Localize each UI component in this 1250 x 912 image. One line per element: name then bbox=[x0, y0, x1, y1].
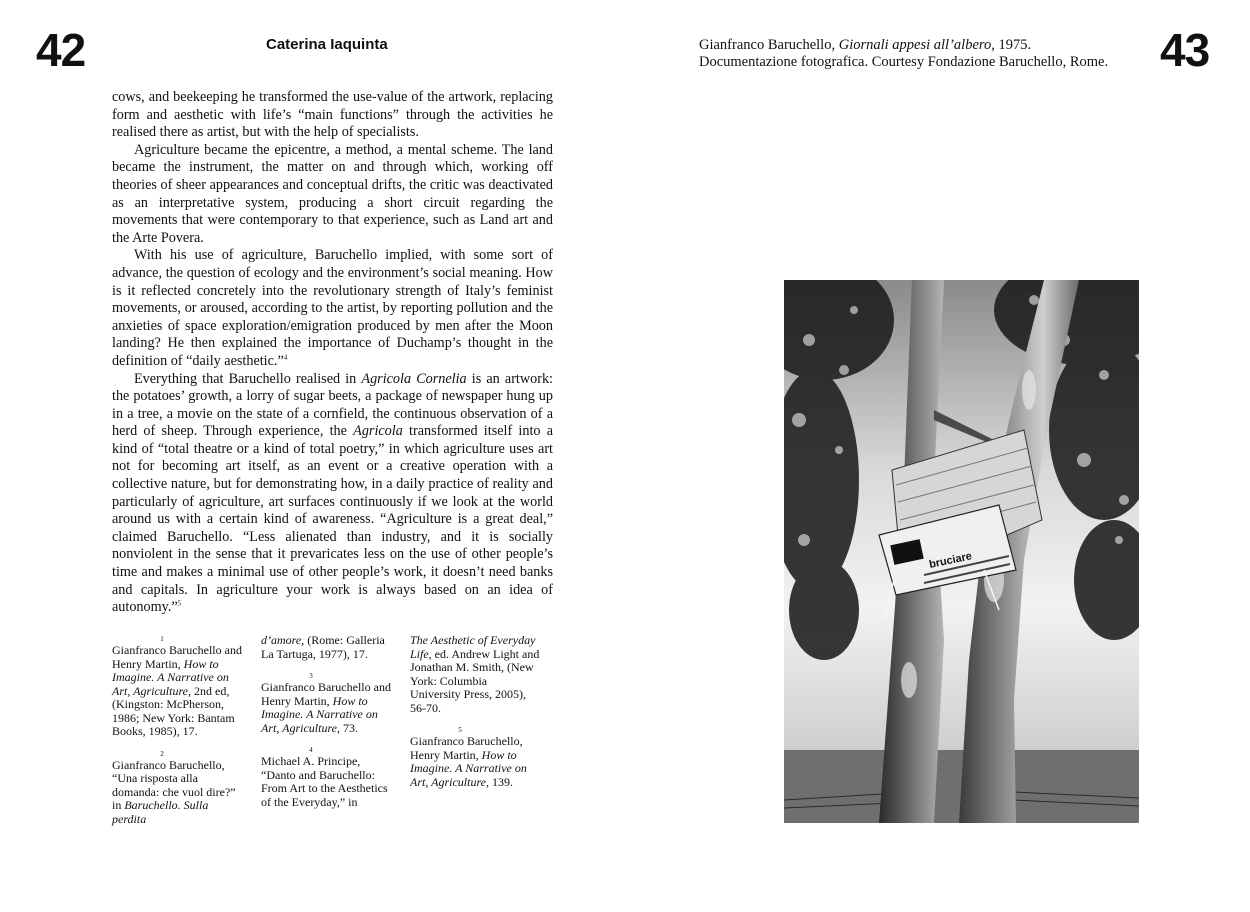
footnote bbox=[410, 634, 540, 715]
text-run: Everything that Baruchello realised in bbox=[134, 370, 362, 387]
photo-caption bbox=[699, 37, 1149, 71]
italic-title: How to Imagine. A Narrative on Art, Agriculture bbox=[261, 693, 378, 735]
footnote-number: 2 bbox=[160, 749, 164, 758]
text-run: Agriculture became the epicentre, a method, a mental scheme. The land became the instrument, the matter on and through which, working off theories of sheer appearances and conceptual drifts, the critic was deactivated as an interpretative system, producing a short circuit regarding the movements that were contemporary to that experience, such as Land art and the Arte Povera. bbox=[112, 141, 553, 246]
text-run: , 1975. bbox=[991, 37, 1032, 53]
running-head-author: Caterina Iaquinta bbox=[266, 36, 388, 53]
italic-title: How to Imagine. A Narrative on Art, Agriculture bbox=[112, 656, 229, 698]
footnote bbox=[261, 671, 391, 735]
caption-line bbox=[699, 37, 1149, 54]
text-run: is an artwork: the potatoes’ growth, a lorry of sugar beets, a package of newspaper hung up in a tree, a movie on the state of a cornfield, the continuous observation of a herd of sheep. Through experience, the bbox=[112, 370, 553, 440]
italic-title: Agricola Cornelia bbox=[361, 370, 467, 387]
text-run: Gianfranco Baruchello and Henry Martin, bbox=[261, 680, 391, 708]
footnotes-column-1 bbox=[112, 634, 242, 836]
italic-title: Giornali appesi all’albero bbox=[838, 37, 992, 53]
photo-newspaper-lettering: bruciare bbox=[928, 550, 974, 571]
footnotes-column-3 bbox=[410, 634, 540, 799]
italic-title: The Aesthetic of Everyday Life bbox=[410, 633, 536, 661]
footnote-text bbox=[261, 634, 391, 661]
italic-title: Agricola bbox=[353, 423, 403, 440]
photograph-newspapers-in-tree bbox=[784, 280, 1139, 823]
footnote-number: 3 bbox=[309, 672, 313, 680]
footnote bbox=[261, 634, 391, 661]
italic-title: d’amore bbox=[261, 633, 302, 647]
footnote bbox=[112, 749, 242, 827]
body-paragraph bbox=[112, 371, 553, 617]
footnote-text bbox=[261, 681, 391, 735]
text-run: Gianfranco Baruchello and Henry Martin, bbox=[112, 643, 242, 671]
text-run: cows, and beekeeping he transformed the use-value of the artwork, replacing form and aesthetic with life’s “main functions” through the activities he realised there as artist, but with the help of specialists. bbox=[112, 89, 553, 141]
footnote-text bbox=[410, 634, 540, 715]
italic-title: Baruchello. Sulla perdita bbox=[112, 798, 209, 826]
text-run: Gianfranco Baruchello, Henry Martin, bbox=[410, 734, 523, 762]
text-run: , 139. bbox=[486, 774, 513, 789]
footnote-ref: 5 bbox=[177, 599, 182, 608]
page-number-right: 43 bbox=[1160, 24, 1210, 76]
footnote-number: 5 bbox=[458, 726, 462, 734]
text-run: Michael A. Principe, “Danto and Baruchello: From Art to the Aesthetics of the Everyday,” in bbox=[261, 754, 388, 809]
text-run: , 2nd ed, (Kingston: McPherson, 1986; New York: Bantam Books, 1985), 17. bbox=[112, 683, 235, 738]
footnote-number: 1 bbox=[160, 635, 164, 643]
text-run: transformed itself into a kind of “total theatre or a kind of total poetry,” in which agriculture uses art not for becoming art itself, as an event or a creative operation with a collective nature, but for demonstrating how, in a daily practice of reality and particularly of agriculture, art surfaces continuously if we look at the world around us with a certain kind of awareness. “Agriculture is a great deal,” claimed Baruchello. “Less alienated than industry, and it is socially nonviolent in the sense that it prevaricates less on the use of other people’s time and makes a minimal use of other people’s work, it doesn’t need banks and capitals. In agriculture your work is always based on an idea of autonomy.” bbox=[112, 423, 553, 616]
text-run: With his use of agriculture, Baruchello implied, with some sort of advance, the question of ecology and the environment’s social meaning. How is it reflected concretely into the revolutionary strength of Italy’s feminist movements, or aroused, according to the artist, by reporting pollution and the anxieties of space exploration/emigration produced by men after the Moon landing? He then explained the importance of Duchamp’s thought in the definition of “daily aesthetic.” bbox=[112, 247, 553, 369]
footnotes-column-2 bbox=[261, 634, 391, 819]
caption-line bbox=[699, 54, 1149, 71]
text-run: , 73. bbox=[337, 720, 358, 735]
text-run: , (Rome: Galleria La Tartuga, 1977), 17. bbox=[261, 633, 385, 661]
footnote-text bbox=[112, 644, 242, 739]
body-paragraph bbox=[112, 247, 553, 370]
body-paragraph bbox=[112, 89, 553, 142]
body-text bbox=[112, 89, 553, 617]
footnote bbox=[112, 634, 242, 739]
text-run: Gianfranco Baruchello, “Una risposta alla domanda: che vuol dire?” in bbox=[112, 757, 236, 812]
footnote bbox=[410, 725, 540, 789]
footnote bbox=[261, 745, 391, 809]
footnote-text bbox=[261, 755, 391, 809]
footnote-text bbox=[410, 735, 540, 789]
footnote-ref: 4 bbox=[283, 353, 288, 362]
text-run: Gianfranco Baruchello, bbox=[699, 37, 839, 53]
text-run: Documentazione fotografica. Courtesy Fondazione Baruchello, Rome. bbox=[699, 54, 1109, 70]
text-run: , ed. Andrew Light and Jonathan M. Smith, (New York: Columbia University Press, 2005), 56-70. bbox=[410, 646, 540, 715]
footnote-text bbox=[112, 759, 242, 827]
page-number-left: 42 bbox=[36, 24, 86, 76]
footnote-number: 4 bbox=[309, 746, 313, 754]
italic-title: How to Imagine. A Narrative on Art, Agriculture bbox=[410, 747, 527, 789]
body-paragraph bbox=[112, 142, 553, 248]
